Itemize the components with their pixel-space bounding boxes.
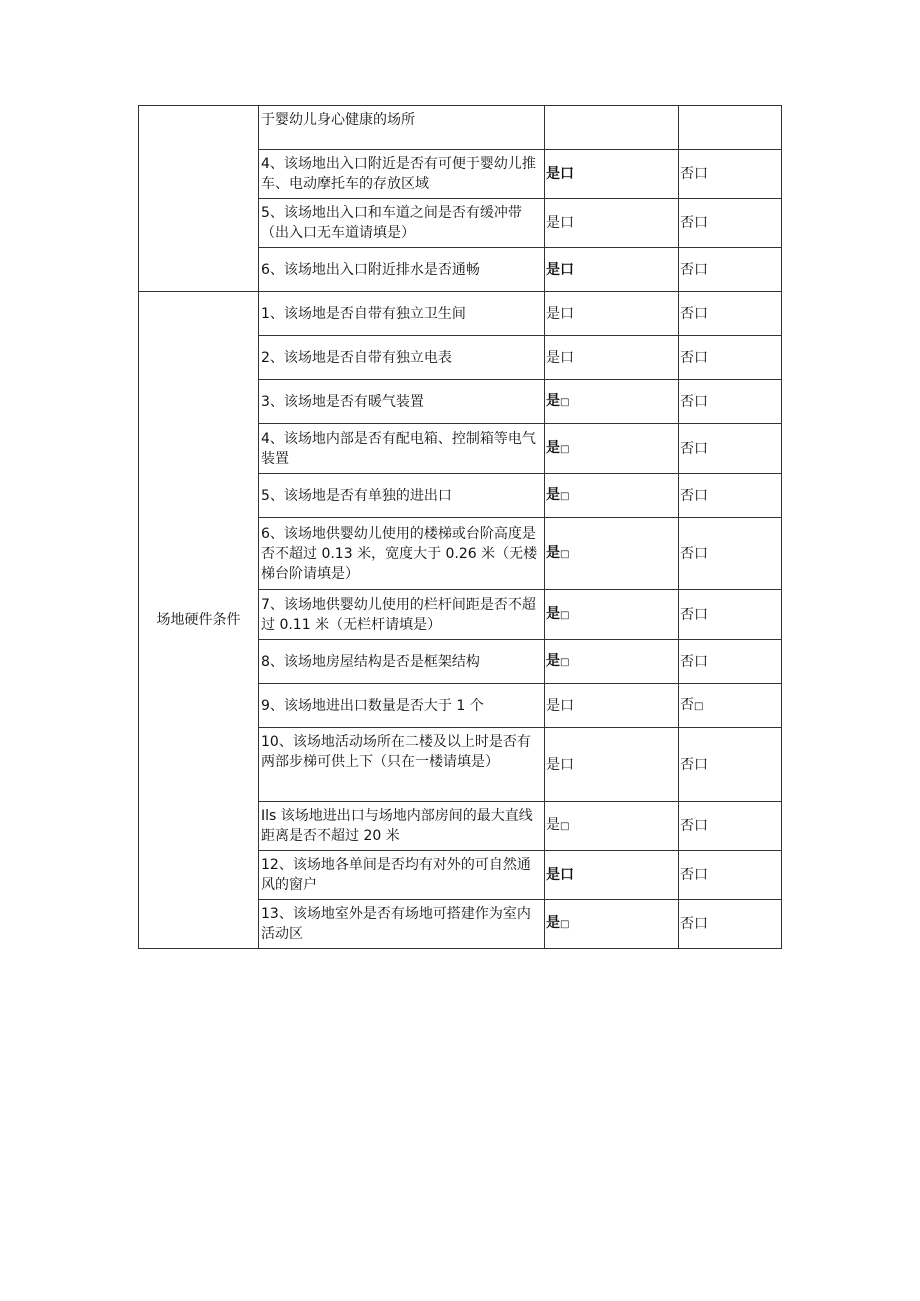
yes-checkbox[interactable]: [545, 590, 679, 640]
checkbox-square-icon: □: [560, 490, 570, 502]
yes-checkbox[interactable]: 是口: [545, 248, 679, 292]
question-cell: 9、该场地进出口数量是否大于 1 个: [259, 684, 545, 728]
checkbox-square-icon: □: [560, 609, 570, 621]
no-checkbox[interactable]: 否口: [679, 851, 782, 900]
no-checkbox: [679, 106, 782, 150]
no-checkbox[interactable]: 否口: [679, 640, 782, 684]
checkbox-square-icon: □: [560, 821, 570, 832]
table-row: [139, 106, 782, 150]
no-checkbox[interactable]: 否口: [679, 292, 782, 336]
no-checkbox[interactable]: 否口: [679, 150, 782, 199]
yes-checkbox[interactable]: [545, 424, 679, 474]
checkbox-square-icon: □: [560, 919, 570, 930]
section-label: 场地硬件条件: [139, 292, 259, 949]
yes-checkbox[interactable]: [545, 640, 679, 684]
no-checkbox[interactable]: 否口: [679, 380, 782, 424]
question-cell: 5、该场地是否有单独的进出口: [259, 474, 545, 518]
no-checkbox[interactable]: 否口: [679, 590, 782, 640]
no-checkbox[interactable]: 否口: [679, 802, 782, 851]
yes-label: 是: [546, 915, 560, 931]
yes-label: 是: [546, 392, 560, 409]
section-cell-blank: [139, 106, 259, 292]
no-checkbox[interactable]: 否口: [679, 424, 782, 474]
no-checkbox[interactable]: 否口: [679, 518, 782, 590]
yes-label: 是: [546, 652, 560, 669]
yes-checkbox[interactable]: 是口: [545, 292, 679, 336]
yes-checkbox[interactable]: 是口: [545, 728, 679, 802]
question-cell: 4、该场地内部是否有配电箱、控制箱等电气装置: [259, 424, 545, 474]
yes-checkbox[interactable]: [545, 518, 679, 590]
question-cell: 2、该场地是否自带有独立电表: [259, 336, 545, 380]
yes-label: 是: [546, 544, 560, 561]
question-cell: Ils 该场地进出口与场地内部房间的最大直线距离是否不超过 20 米: [259, 802, 545, 851]
no-checkbox[interactable]: [679, 684, 782, 728]
checklist-table: [138, 105, 782, 949]
no-checkbox[interactable]: 否口: [679, 336, 782, 380]
question-cell: 12、该场地各单间是否均有对外的可自然通风的窗户: [259, 851, 545, 900]
question-cell: 13、该场地室外是否有场地可搭建作为室内活动区: [259, 900, 545, 949]
question-cell: 5、该场地出入口和车道之间是否有缓冲带（出入口无车道请填是）: [259, 199, 545, 248]
no-checkbox[interactable]: 否口: [679, 199, 782, 248]
no-checkbox[interactable]: 否口: [679, 474, 782, 518]
question-cell: 于婴幼儿身心健康的场所: [259, 106, 545, 150]
yes-checkbox[interactable]: 是口: [545, 336, 679, 380]
table-row: [139, 292, 782, 336]
checkbox-square-icon: □: [560, 656, 570, 668]
yes-checkbox[interactable]: 是口: [545, 150, 679, 199]
checkbox-square-icon: □: [560, 396, 570, 408]
checkbox-square-icon: □: [694, 700, 704, 712]
yes-checkbox[interactable]: 是口: [545, 199, 679, 248]
question-cell: 1、该场地是否自带有独立卫生间: [259, 292, 545, 336]
no-checkbox[interactable]: 否口: [679, 728, 782, 802]
yes-label: 是: [546, 439, 560, 456]
question-cell: 3、该场地是否有暖气装置: [259, 380, 545, 424]
question-cell: 6、该场地出入口附近排水是否通畅: [259, 248, 545, 292]
yes-checkbox[interactable]: [545, 900, 679, 949]
yes-checkbox[interactable]: 是口: [545, 851, 679, 900]
yes-checkbox[interactable]: [545, 802, 679, 851]
yes-checkbox[interactable]: [545, 380, 679, 424]
yes-label: 是: [546, 486, 560, 503]
question-cell: 7、该场地供婴幼儿使用的栏杆间距是否不超过 0.11 米（无栏杆请填是）: [259, 590, 545, 640]
no-checkbox[interactable]: 否口: [679, 248, 782, 292]
yes-checkbox[interactable]: [545, 474, 679, 518]
yes-checkbox: [545, 106, 679, 150]
no-label: 否: [680, 696, 694, 713]
checkbox-square-icon: □: [560, 548, 570, 560]
no-checkbox[interactable]: 否口: [679, 900, 782, 949]
question-cell: 6、该场地供婴幼儿使用的楼梯或台阶高度是否不超过 0.13 米，宽度大于 0.26 米（无楼梯台阶请填是）: [259, 518, 545, 590]
question-cell: 8、该场地房屋结构是否是框架结构: [259, 640, 545, 684]
checkbox-square-icon: □: [560, 443, 570, 455]
yes-checkbox[interactable]: 是口: [545, 684, 679, 728]
yes-label: 是: [546, 605, 560, 622]
question-cell: 4、该场地出入口附近是否有可便于婴幼儿推车、电动摩托车的存放区域: [259, 150, 545, 199]
yes-label: 是: [546, 817, 560, 833]
question-cell: 10、该场地活动场所在二楼及以上时是否有两部步梯可供上下（只在一楼请填是）: [259, 728, 545, 802]
